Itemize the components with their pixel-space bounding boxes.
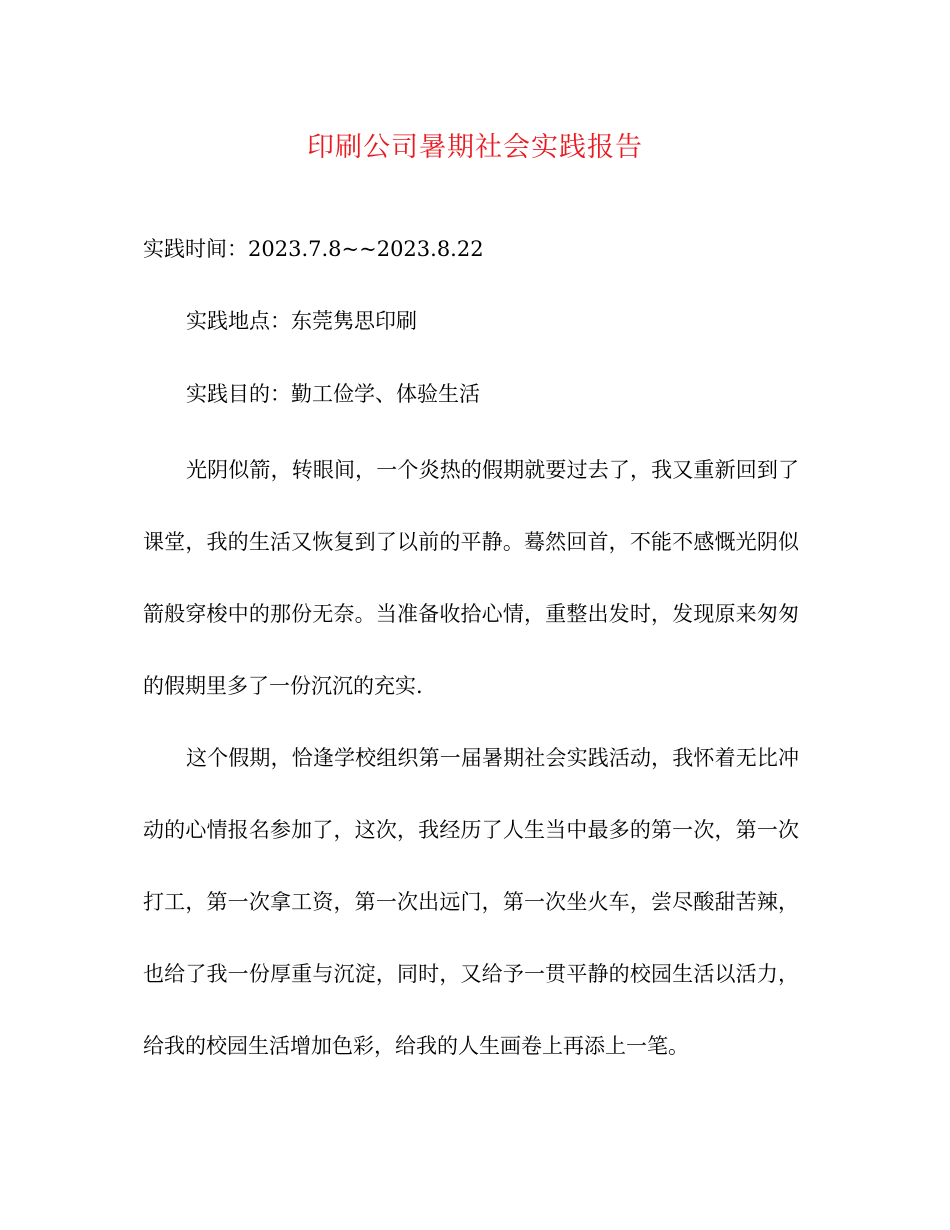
practice-time: 实践时间：2023.7.8~~2023.8.22 (143, 237, 484, 261)
body-paragraph-1: 光阴似箭，转眼间，一个炎热的假期就要过去了，我又重新回到了课堂，我的生活又恢复到了以前的平静。蓦然回首，不能不感慨光阴似箭般穿梭中的那份无奈。当准备收拾心情，重整出发时，发现原来匆匆的假期里多了一份沉沉的充实. (143, 458, 799, 698)
body-paragraph-2: 这个假期，恰逢学校组织第一届暑期社会实践活动，我怀着无比冲动的心情报名参加了，这次，我经历了人生当中最多的第一次，第一次打工，第一次拿工资，第一次出远门，第一次坐火车，尝尽酸甜苦辣，也给了我一份厚重与沉淀，同时，又给予一贯平静的校园生活以活力，给我的校园生活增加色彩，给我的人生画卷上再添上一笔。 (143, 746, 799, 1058)
document-title: 印刷公司暑期社会实践报告 (307, 132, 643, 163)
practice-purpose: 实践目的：勤工俭学、体验生活 (186, 382, 480, 406)
practice-place: 实践地点：东莞隽思印刷 (186, 309, 417, 333)
